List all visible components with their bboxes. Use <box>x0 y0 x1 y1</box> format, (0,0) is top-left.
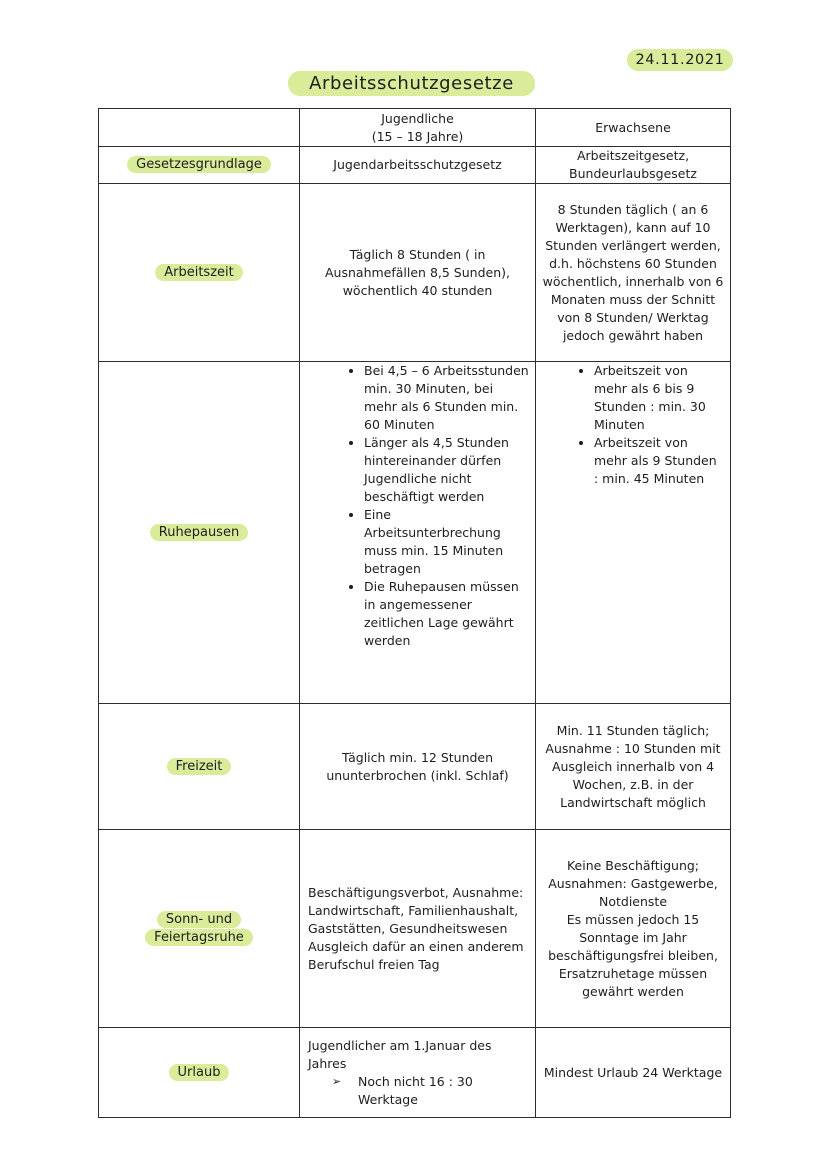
erwachsene-sonntag-text-2: Es müssen jedoch 15 Sonntage im Jahr beschäftigungsfrei bleiben, Ersatzruhetage müssen gewährt werden <box>548 911 718 999</box>
cell-erwachsene-freizeit: Min. 11 Stunden täglich; Ausnahme : 10 Stunden mit Ausgleich innerhalb von 4 Wochen, z.B. in der Landwirtschaft möglich <box>536 704 731 830</box>
row-label-cell <box>99 830 300 1028</box>
row-label-ruhepausen: Ruhepausen <box>150 524 248 541</box>
cell-jugendliche-urlaub <box>300 1028 536 1118</box>
header-jugendliche-age: (15 – 18 Jahre) <box>371 128 464 144</box>
cell-jugendliche-freizeit: Täglich min. 12 Stunden ununterbrochen (inkl. Schlaf) <box>300 704 536 830</box>
row-label-cell <box>99 184 300 362</box>
list-item: • Arbeitszeit von mehr als 6 bis 9 Stunden : min. 30 Minuten <box>594 362 724 434</box>
cell-erwachsene-sonn-feiertagsruhe <box>536 830 731 1028</box>
row-label-sonn-feiertagsruhe-line2: Feiertagsruhe <box>145 929 253 946</box>
list-item: • Bei 4,5 – 6 Arbeitsstunden min. 30 Minuten, bei mehr als 6 Stunden min. 60 Minuten <box>364 362 529 434</box>
page-title: Arbeitsschutzgesetze <box>288 71 535 96</box>
header-jugendliche-title: Jugendliche <box>381 110 454 126</box>
cell-jugendliche-arbeitszeit: Täglich 8 Stunden ( in Ausnahmefällen 8,5 Sunden), wöchentlich 40 stunden <box>300 184 536 362</box>
row-label-urlaub: Urlaub <box>169 1064 230 1081</box>
row-label-cell <box>99 362 300 704</box>
cell-erwachsene-ruhepausen <box>536 362 731 704</box>
header-jugendliche <box>300 109 536 147</box>
jugendliche-urlaub-text: Jugendlicher am 1.Januar des Jahres <box>308 1037 492 1071</box>
cell-erwachsene-urlaub: Mindest Urlaub 24 Werktage <box>536 1028 731 1118</box>
erwachsene-sonntag-text-1: Keine Beschäftigung; Ausnahmen: Gastgewerbe, Notdienste <box>548 857 718 909</box>
row-label-freizeit: Freizeit <box>167 758 232 775</box>
row-label-sonn-feiertagsruhe-line1: Sonn- und <box>157 911 241 928</box>
row-label-gesetzesgrundlage: Gesetzesgrundlage <box>127 156 271 173</box>
list-item: ➢ Noch nicht 16 : 30 Werktage <box>358 1073 527 1109</box>
table-row-sonn-feiertagsruhe <box>99 830 731 1028</box>
erwachsene-ruhepausen-list <box>542 362 724 488</box>
list-item: • Arbeitszeit von mehr als 9 Stunden : min. 45 Minuten <box>594 434 724 488</box>
table-row-arbeitszeit <box>99 184 731 362</box>
table-row-gesetzesgrundlage <box>99 147 731 184</box>
header-erwachsene: Erwachsene <box>536 109 731 147</box>
jugendliche-ruhepausen-list <box>306 362 529 650</box>
header-empty-cell <box>99 109 300 147</box>
table-row-urlaub <box>99 1028 731 1118</box>
jugendliche-urlaub-list <box>308 1073 527 1109</box>
laws-table <box>98 108 731 1118</box>
row-label-cell <box>99 1028 300 1118</box>
row-label-cell <box>99 147 300 184</box>
cell-erwachsene-arbeitszeit: 8 Stunden täglich ( an 6 Werktagen), kann auf 10 Stunden verlängert werden, d.h. höchstens 60 Stunden wöchentlich, innerhalb von 6 Monaten muss der Schnitt von 8 Stunden/ Werktag jedoch gewährt haben <box>536 184 731 362</box>
list-item: • Die Ruhepausen müssen in angemessener zeitlichen Lage gewährt werden <box>364 578 529 650</box>
list-item: • Länger als 4,5 Stunden hintereinander dürfen Jugendliche nicht beschäftigt werden <box>364 434 529 506</box>
cell-jugendliche-ruhepausen <box>300 362 536 704</box>
header-row <box>99 109 731 147</box>
table-row-freizeit <box>99 704 731 830</box>
cell-jugendliche-sonn-feiertagsruhe: Beschäftigungsverbot, Ausnahme: Landwirtschaft, Familienhaushalt, Gaststätten, Gesundheitswesen Ausgleich dafür an einen anderem Berufschul freien Tag <box>300 830 536 1028</box>
row-label-arbeitszeit: Arbeitszeit <box>155 264 243 281</box>
list-item: • Eine Arbeitsunterbrechung muss min. 15 Minuten betragen <box>364 506 529 578</box>
table-row-ruhepausen <box>99 362 731 704</box>
date-badge: 24.11.2021 <box>627 49 733 71</box>
row-label-cell <box>99 704 300 830</box>
cell-jugendliche-gesetzesgrundlage: Jugendarbeitsschutzgesetz <box>300 147 536 184</box>
cell-erwachsene-gesetzesgrundlage: Arbeitszeitgesetz, Bundeurlaubsgesetz <box>536 147 731 184</box>
